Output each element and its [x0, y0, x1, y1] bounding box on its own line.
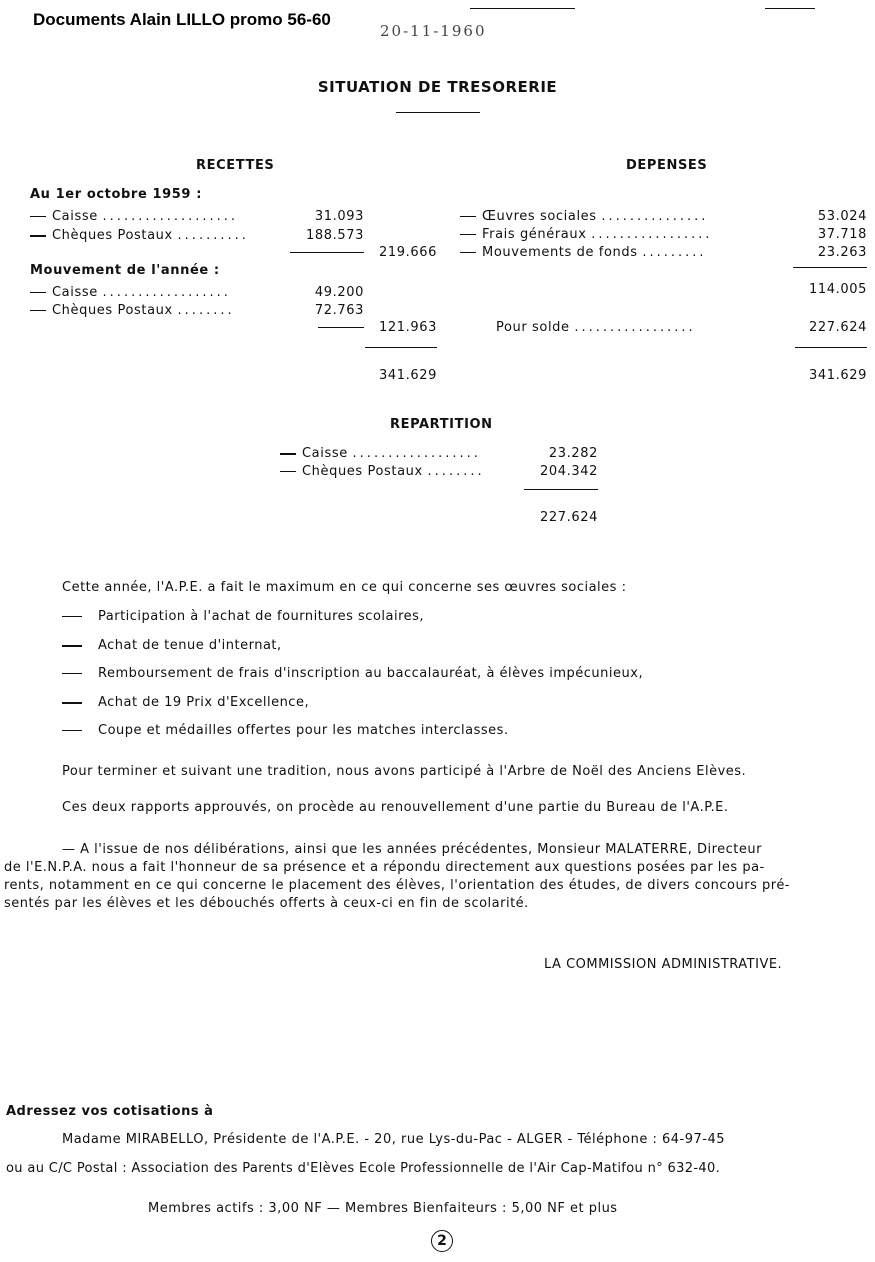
paragraph-line: rents, notamment en ce qui concerne le placement des élèves, l'orientation des études, de divers concours pré-	[4, 878, 791, 893]
dash-mark	[30, 310, 46, 311]
item-value: 53.024	[817, 209, 867, 224]
page-title: SITUATION DE TRESORERIE	[317, 78, 558, 96]
christmas-paragraph: Pour terminer et suivant une tradition, nous avons participé à l'Arbre de Noël des Anciens Elèves.	[62, 764, 747, 779]
opening-total: 219.666	[379, 245, 437, 260]
solde-label: Pour solde	[496, 320, 570, 335]
handwritten-date: 20-11-1960	[380, 22, 487, 40]
item-value: 49.200	[314, 285, 364, 300]
paragraph-line: de l'E.N.P.A. nous a fait l'honneur de sa présence et a répondu directement aux questions posées par les pa-	[4, 860, 765, 875]
opening-date-label: Au 1er octobre 1959 :	[30, 187, 202, 202]
solde-value: 227.624	[809, 320, 867, 335]
repartition-heading: REPARTITION	[390, 417, 493, 432]
item-label: Caisse	[52, 285, 98, 300]
item-label: Chèques Postaux	[52, 228, 173, 243]
top-rule	[470, 8, 575, 9]
dash-mark	[30, 235, 46, 237]
dash-mark	[460, 252, 476, 253]
item-label: Chèques Postaux	[302, 464, 423, 479]
depenses-grand-total: 341.629	[809, 368, 867, 383]
dash-mark	[62, 702, 82, 704]
item-label: Chèques Postaux	[52, 303, 173, 318]
paragraph-line: sentés par les élèves et les débouchés offerts à ceux-ci en fin de scolarité.	[4, 896, 529, 911]
membership-fees: Membres actifs : 3,00 NF — Membres Bienfaiteurs : 5,00 NF et plus	[148, 1201, 618, 1216]
list-item-text: Remboursement de frais d'inscription au baccalauréat, à élèves impécunieux,	[98, 666, 644, 681]
dash-mark	[280, 453, 296, 455]
list-item	[62, 608, 424, 626]
top-rule	[765, 8, 815, 9]
intro-paragraph: Cette année, l'A.P.E. a fait le maximum en ce qui concerne ses œuvres sociales :	[62, 580, 627, 595]
dash-mark	[62, 730, 82, 731]
item-value: 23.282	[548, 446, 598, 461]
subtotal-rule	[793, 267, 867, 268]
dash-mark	[460, 234, 476, 235]
list-item-text: Achat de 19 Prix d'Excellence,	[98, 695, 310, 710]
item-value: 37.718	[817, 227, 867, 242]
footer-postal-line: ou au C/C Postal : Association des Parents d'Elèves Ecole Professionnelle de l'Air Cap-Matifou n° 632-40.	[6, 1161, 721, 1176]
title-underline	[396, 112, 480, 113]
total-rule	[365, 347, 437, 348]
paragraph-line: — A l'issue de nos délibérations, ainsi que les années précédentes, Monsieur MALATERRE, Directeur	[62, 842, 762, 857]
signature: LA COMMISSION ADMINISTRATIVE.	[544, 957, 783, 972]
dash-mark	[460, 216, 476, 217]
bureau-paragraph: Ces deux rapports approuvés, on procède au renouvellement d'une partie du Bureau de l'A.P.E.	[62, 800, 729, 815]
dash-mark	[30, 216, 46, 217]
footer-heading: Adressez vos cotisations à	[6, 1104, 214, 1119]
footer-address-line: Madame MIRABELLO, Présidente de l'A.P.E. - 20, rue Lys-du-Pac - ALGER - Téléphone : 64-97-45	[62, 1132, 725, 1147]
dash-mark	[62, 673, 82, 674]
recettes-grand-total: 341.629	[379, 368, 437, 383]
dash-mark	[62, 645, 82, 647]
list-item	[62, 722, 509, 740]
item-label: Frais généraux	[482, 227, 587, 242]
dash-mark	[280, 471, 296, 472]
recettes-heading: RECETTES	[196, 158, 275, 173]
dash-mark	[30, 292, 46, 293]
repartition-total: 227.624	[540, 510, 598, 525]
list-item	[62, 665, 643, 683]
dash-mark	[62, 616, 82, 617]
total-rule	[795, 347, 867, 348]
item-label: Œuvres sociales	[482, 209, 597, 224]
item-value: 31.093	[314, 209, 364, 224]
movement-label: Mouvement de l'année :	[30, 263, 220, 278]
document-source-stamp: Documents Alain LILLO promo 56-60	[33, 10, 331, 29]
item-label: Caisse	[302, 446, 348, 461]
item-label: Caisse	[52, 209, 98, 224]
depenses-heading: DEPENSES	[626, 158, 708, 173]
item-value: 72.763	[314, 303, 364, 318]
depenses-subtotal: 114.005	[809, 282, 867, 297]
list-item	[62, 694, 309, 712]
list-item-text: Achat de tenue d'internat,	[98, 638, 282, 653]
movement-total: 121.963	[379, 320, 437, 335]
item-value: 204.342	[540, 464, 598, 479]
list-item-text: Coupe et médailles offertes pour les matches interclasses.	[98, 723, 509, 738]
item-label: Mouvements de fonds	[482, 245, 638, 260]
list-item-text: Participation à l'achat de fournitures scolaires,	[98, 609, 425, 624]
total-rule	[524, 489, 598, 490]
list-item	[62, 637, 282, 655]
item-value: 23.263	[817, 245, 867, 260]
page-number: 2	[431, 1230, 453, 1252]
item-value: 188.573	[306, 228, 364, 243]
